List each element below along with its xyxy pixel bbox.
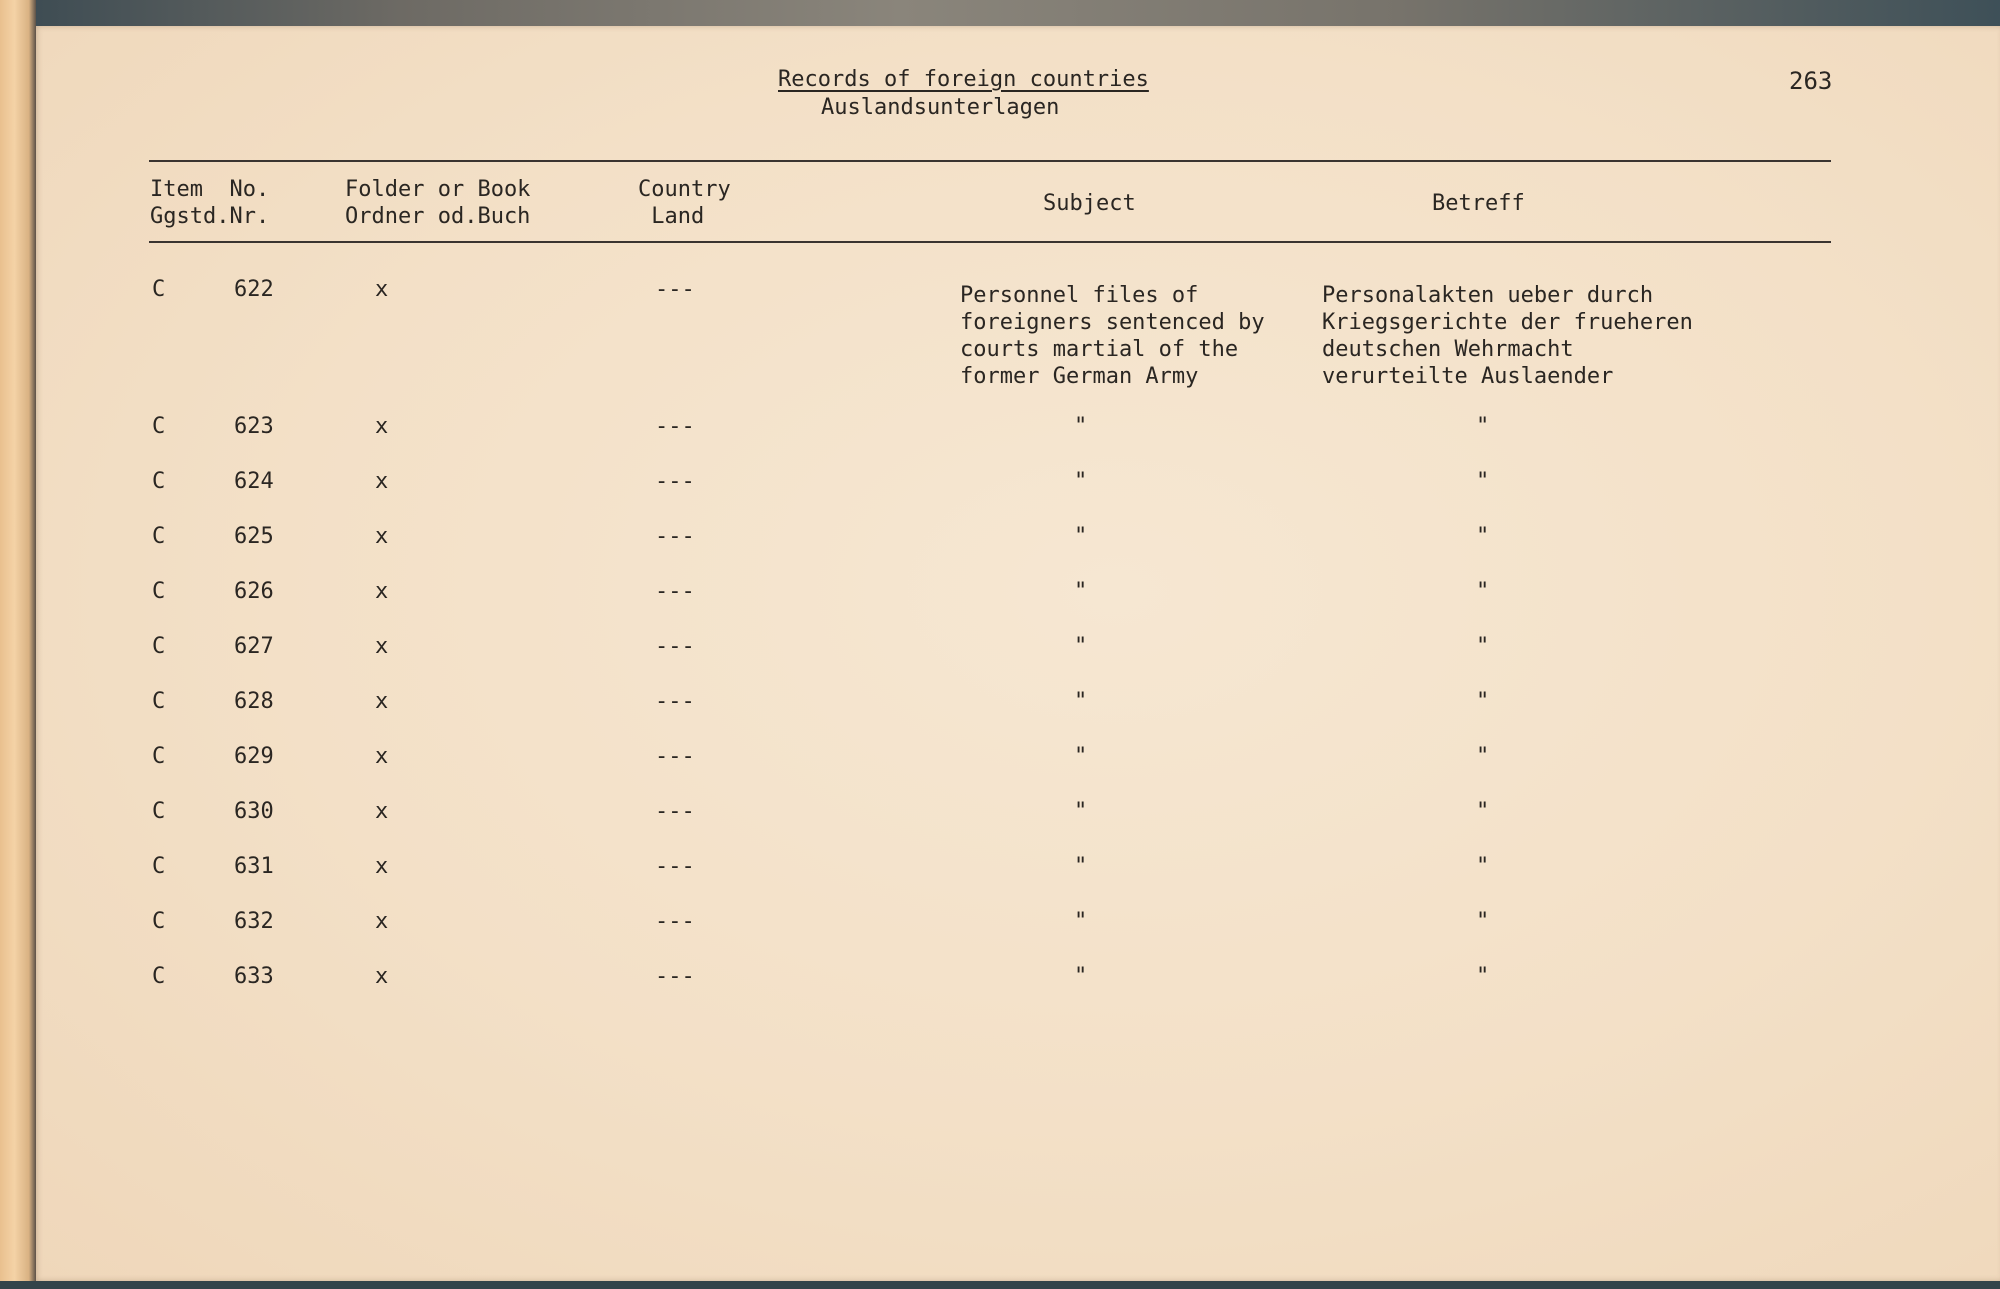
cell-item: C xyxy=(152,854,166,879)
cell-item: C xyxy=(152,689,166,714)
cell-country: --- xyxy=(655,579,695,604)
cell-folder: x xyxy=(375,469,389,494)
cell-folder: x xyxy=(375,414,389,439)
cell-country: --- xyxy=(655,634,695,659)
cell-betreff: " xyxy=(1476,799,1490,824)
cell-item: C xyxy=(152,799,166,824)
cell-subject: " xyxy=(1074,744,1088,769)
cell-betreff: " xyxy=(1476,744,1490,769)
cell-number: 631 xyxy=(234,854,274,879)
page-number: 263 xyxy=(1789,67,1833,95)
cell-country: --- xyxy=(655,524,695,549)
cell-number: 629 xyxy=(234,744,274,769)
cell-country: --- xyxy=(655,414,695,439)
cell-subject: " xyxy=(1074,634,1088,659)
cell-country: --- xyxy=(655,277,695,302)
cell-country: --- xyxy=(655,909,695,934)
cell-betreff: " xyxy=(1476,854,1490,879)
cell-subject: " xyxy=(1074,799,1088,824)
cell-item: C xyxy=(152,634,166,659)
cell-item: C xyxy=(152,579,166,604)
cell-folder: x xyxy=(375,689,389,714)
book-bottom-edge xyxy=(0,1281,2000,1289)
column-header-folder-or-book: Folder or Book Ordner od.Buch xyxy=(345,177,531,229)
cell-country: --- xyxy=(655,689,695,714)
cell-subject: " xyxy=(1074,414,1088,439)
header-top-rule xyxy=(149,160,1831,162)
page-title: Records of foreign countries xyxy=(778,67,1149,92)
cell-subject: " xyxy=(1074,689,1088,714)
cell-country: --- xyxy=(655,964,695,989)
cell-number: 623 xyxy=(234,414,274,439)
cell-item: C xyxy=(152,744,166,769)
cell-subject: " xyxy=(1074,854,1088,879)
column-header-item-no: Item No. Ggstd.Nr. xyxy=(150,177,270,229)
cell-betreff: " xyxy=(1476,689,1490,714)
cell-number: 624 xyxy=(234,469,274,494)
page-subtitle: Auslandsunterlagen xyxy=(821,95,1060,120)
cell-subject: " xyxy=(1074,524,1088,549)
cell-betreff: " xyxy=(1476,414,1490,439)
cell-folder: x xyxy=(375,909,389,934)
cell-item: C xyxy=(152,469,166,494)
cell-betreff: " xyxy=(1476,579,1490,604)
cell-folder: x xyxy=(375,277,389,302)
cell-item: C xyxy=(152,414,166,439)
cell-country: --- xyxy=(655,799,695,824)
cell-folder: x xyxy=(375,744,389,769)
cell-number: 632 xyxy=(234,909,274,934)
cell-folder: x xyxy=(375,854,389,879)
cell-number: 630 xyxy=(234,799,274,824)
cell-folder: x xyxy=(375,524,389,549)
cell-folder: x xyxy=(375,964,389,989)
header-bottom-rule xyxy=(149,241,1831,243)
cell-folder: x xyxy=(375,634,389,659)
cell-subject: " xyxy=(1074,909,1088,934)
cell-betreff: " xyxy=(1476,964,1490,989)
cell-item: C xyxy=(152,277,166,302)
cell-item: C xyxy=(152,964,166,989)
cell-betreff: " xyxy=(1476,909,1490,934)
cell-item: C xyxy=(152,524,166,549)
cell-betreff: " xyxy=(1476,524,1490,549)
cell-number: 622 xyxy=(234,277,274,302)
column-header-subject: Subject xyxy=(1043,191,1136,216)
cell-number: 627 xyxy=(234,634,274,659)
cell-country: --- xyxy=(655,469,695,494)
book-binding xyxy=(0,0,36,1289)
cell-folder: x xyxy=(375,799,389,824)
document-page xyxy=(34,26,2000,1281)
cell-subject: " xyxy=(1074,469,1088,494)
cell-subject: " xyxy=(1074,964,1088,989)
cell-betreff: Personalakten ueber durch Kriegsgerichte der frueheren deutschen Wehrmacht verurteilte Auslaender xyxy=(1322,283,1693,389)
column-header-betreff: Betreff xyxy=(1432,191,1525,216)
cell-number: 628 xyxy=(234,689,274,714)
cell-number: 626 xyxy=(234,579,274,604)
cell-subject: " xyxy=(1074,579,1088,604)
cell-item: C xyxy=(152,909,166,934)
cell-subject: Personnel files of foreigners sentenced by courts martial of the former German Army xyxy=(960,283,1265,389)
cell-betreff: " xyxy=(1476,469,1490,494)
cell-folder: x xyxy=(375,579,389,604)
cell-country: --- xyxy=(655,744,695,769)
column-header-country: Country Land xyxy=(638,177,731,229)
cell-number: 633 xyxy=(234,964,274,989)
cell-betreff: " xyxy=(1476,634,1490,659)
cell-number: 625 xyxy=(234,524,274,549)
cell-country: --- xyxy=(655,854,695,879)
